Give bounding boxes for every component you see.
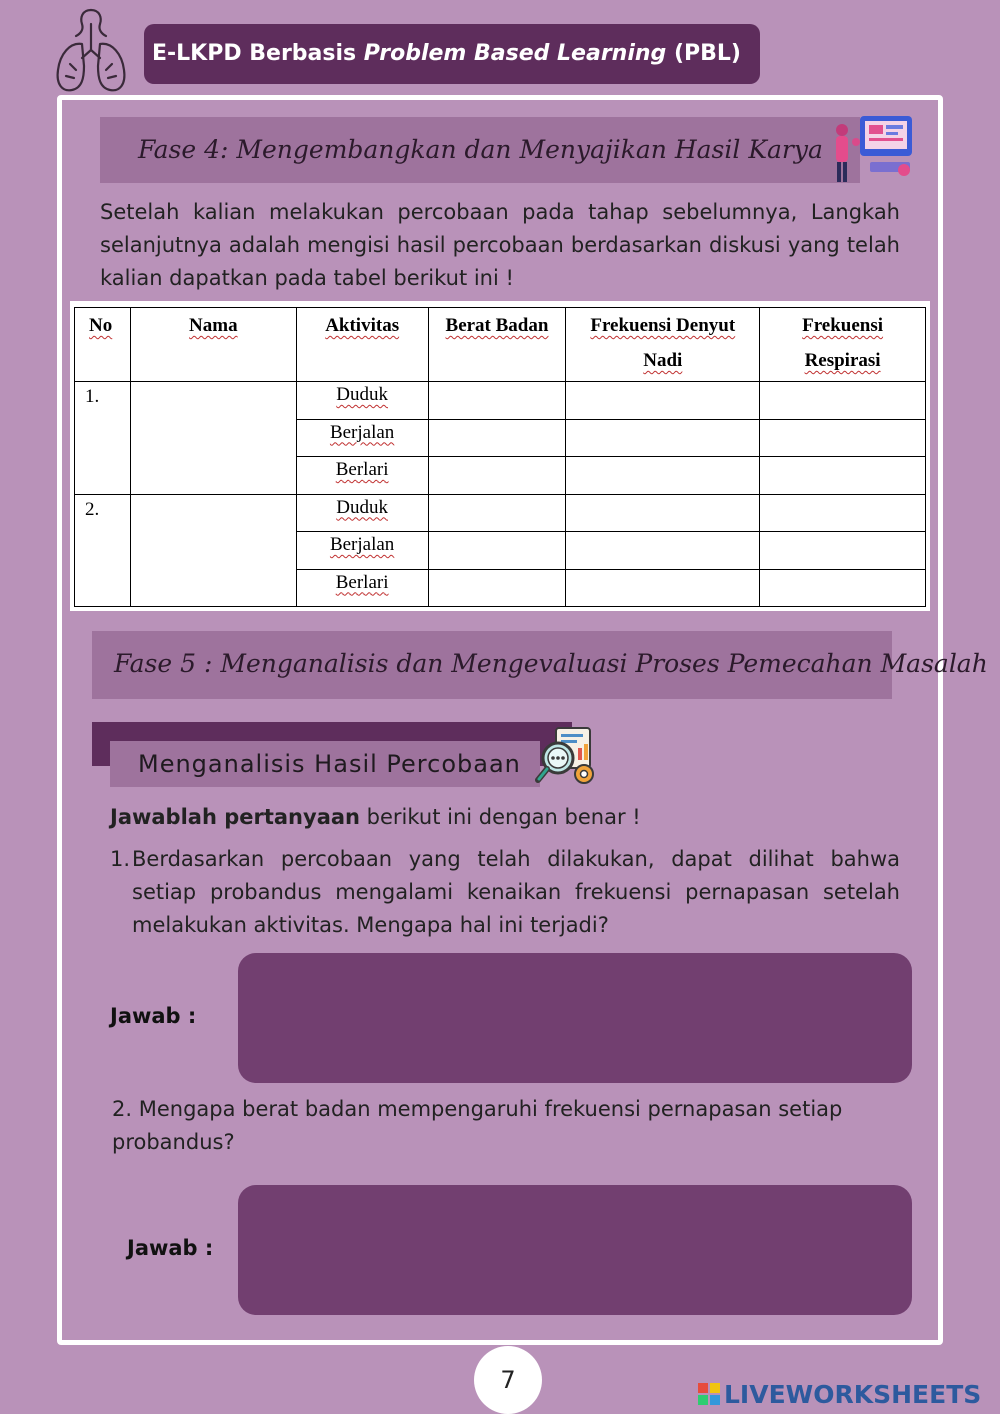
denyut-nadi-cell[interactable] <box>566 382 760 420</box>
phase5-title: Fase 5 : Menganalisis dan Mengevaluasi Proses Pemecahan Masalah <box>114 649 988 678</box>
row-number: 1. <box>75 382 131 495</box>
phase4-title: Fase 4: Mengembangkan dan Menyajikan Hasil Karya <box>138 135 823 164</box>
respirasi-cell[interactable] <box>760 532 926 570</box>
results-table <box>74 307 926 607</box>
row-number: 2. <box>75 494 131 607</box>
header-nama: Nama <box>130 308 296 382</box>
table-row <box>75 494 926 532</box>
denyut-nadi-cell[interactable] <box>566 419 760 457</box>
respirasi-cell[interactable] <box>760 569 926 607</box>
activity-cell: Duduk <box>296 494 428 532</box>
phase4-intro-text: Setelah kalian melakukan percobaan pada tahap sebelumnya, Langkah selanjutnya adalah mengisi hasil percobaan berdasarkan diskusi yang telah kalian dapatkan pada tabel berikut ini ! <box>100 200 900 290</box>
question-number: 1. <box>110 847 131 871</box>
question-1 <box>110 843 900 942</box>
magnifier-analysis-icon <box>534 724 600 790</box>
denyut-nadi-cell[interactable] <box>566 457 760 495</box>
answer-box-1[interactable] <box>238 953 912 1083</box>
berat-badan-cell[interactable] <box>428 494 566 532</box>
denyut-nadi-cell[interactable] <box>566 532 760 570</box>
document-header-title: E-LKPD Berbasis Problem Based Learning (PBL) <box>144 24 760 84</box>
answer-label-1: Jawab : <box>110 1004 197 1028</box>
question-number: 2. <box>112 1097 133 1121</box>
berat-badan-cell[interactable] <box>428 532 566 570</box>
results-table-container <box>70 301 930 611</box>
denyut-nadi-cell[interactable] <box>566 569 760 607</box>
respirasi-cell[interactable] <box>760 382 926 420</box>
liveworksheets-brand-text: LIVEWORKSHEETS <box>724 1379 982 1409</box>
question-text: Mengapa berat badan mempengaruhi frekuensi pernapasan setiap probandus? <box>112 1097 843 1154</box>
respirasi-cell[interactable] <box>760 494 926 532</box>
answer-box-2[interactable] <box>238 1185 912 1315</box>
question-text: Berdasarkan percobaan yang telah dilakukan, dapat dilihat bahwa setiap probandus mengalami kenaikan frekuensi pernapasan setelah melakukan aktivitas. Mengapa hal ini terjadi? <box>132 847 900 937</box>
answer-label-2: Jawab : <box>127 1236 214 1260</box>
header-berat-badan: Berat Badan <box>428 308 566 382</box>
berat-badan-cell[interactable] <box>428 419 566 457</box>
computer-presentation-icon <box>826 108 918 188</box>
header-frekuensi-respirasi: Frekuensi Respirasi <box>760 308 926 382</box>
phase4-banner <box>100 117 860 183</box>
lungs-icon <box>52 4 130 96</box>
activity-cell: Duduk <box>296 382 428 420</box>
liveworksheets-logo <box>698 1376 981 1412</box>
instruction-text: Jawablah pertanyaan berikut ini dengan benar ! <box>110 805 641 829</box>
question-2 <box>112 1093 892 1159</box>
nama-cell[interactable] <box>130 494 296 607</box>
section-title: Menganalisis Hasil Percobaan <box>110 741 540 787</box>
berat-badan-cell[interactable] <box>428 382 566 420</box>
activity-cell: Berjalan <box>296 532 428 570</box>
respirasi-cell[interactable] <box>760 457 926 495</box>
denyut-nadi-cell[interactable] <box>566 494 760 532</box>
nama-cell[interactable] <box>130 382 296 495</box>
berat-badan-cell[interactable] <box>428 569 566 607</box>
header-frekuensi-nadi: Frekuensi Denyut Nadi <box>566 308 760 382</box>
activity-cell: Berlari <box>296 569 428 607</box>
table-row <box>75 382 926 420</box>
table-header-row <box>75 308 926 382</box>
respirasi-cell[interactable] <box>760 419 926 457</box>
phase5-banner <box>92 631 988 699</box>
liveworksheets-cube-icon <box>698 1383 720 1405</box>
activity-cell: Berlari <box>296 457 428 495</box>
activity-cell: Berjalan <box>296 419 428 457</box>
header-aktivitas: Aktivitas <box>296 308 428 382</box>
page-number: 7 <box>474 1346 542 1414</box>
berat-badan-cell[interactable] <box>428 457 566 495</box>
header-no: No <box>75 308 131 382</box>
